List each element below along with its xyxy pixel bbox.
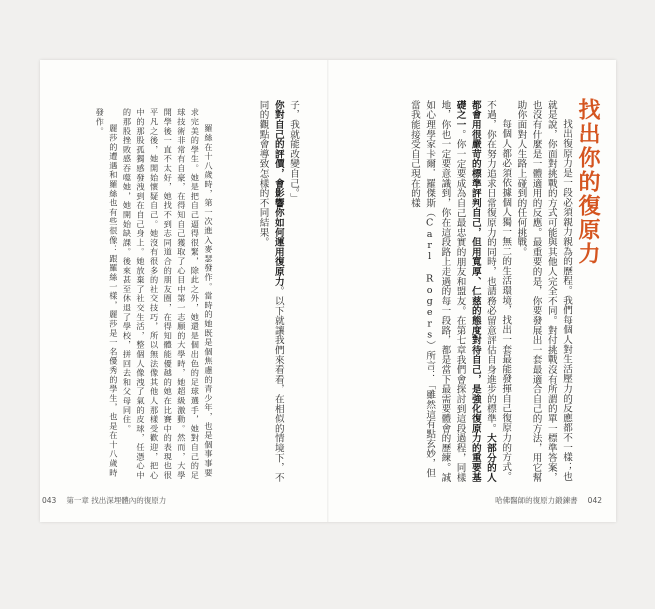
right-page-body bbox=[364, 100, 574, 485]
left-page bbox=[40, 60, 327, 522]
book-spread bbox=[40, 60, 616, 522]
case-study-paragraph-0: 羅絲在十八歲時，第一次進入麥瑟發作。當時的她既是個焦慮的青少年，也是個事事要求完美的學生。她是把自己逼得很緊，除此之外，她還是個出色的足球選手，她對自己的足球技術非常有自豪，在得知自己獲取了心目中第一志願的大學時，她超級激動。然而，大學開學後一直不太好，她找不到志同道合的朋友圈，在得知體能優越的她在比賽中的表現也很平凡之後，她開始懷疑自己。她沒有很多的社交技巧，所以無法像其他人那樣受歡迎，把心中的那股孤獨感發洩到在自己身上。她放棄了社交生活，整個人像洩了氣的皮球，任憑心中的那股挫敗感吞噬她，她開始缺課。後來甚至休退了學校，拼回去和父母同住。 bbox=[122, 108, 214, 480]
left-page-body bbox=[229, 100, 301, 485]
left-top-paragraph bbox=[255, 100, 301, 485]
right-running-title: 哈佛醫師的復原力鍛鍊書 bbox=[495, 496, 578, 505]
right-page-footer bbox=[495, 495, 602, 506]
left-page-footer bbox=[42, 495, 166, 506]
right-p1-segment-2: 。你一定要成為自己最忠實的朋友和盟友。在第七章我們會探討到這段過程，同樣地，你也一定要意識到，你在這段路上走過的每一段路，都是當下最需要體會的歷練。誠如心理學家卡爾．羅傑斯（Carl Rogers）所言：「雖然這有點玄妙，但當我能接受自己現在的樣 bbox=[408, 100, 466, 483]
right-page-number: 042 bbox=[587, 496, 602, 505]
right-page bbox=[329, 60, 616, 522]
section-title: 找出你的復原力 bbox=[575, 98, 601, 266]
left-running-title: 第一章 找出深埋體內的復原力 bbox=[66, 496, 167, 505]
left-top-emphasis: 你對自己的評價，會影響你如何運用復原力 bbox=[272, 100, 284, 287]
right-paragraph-0 bbox=[513, 100, 574, 485]
right-p1-emphasis: 大部分的人都會用很嚴苛的標準評判自己，但用寬厚、仁慈的態度對待自己，是強化復原力的重要基礎之一 bbox=[454, 100, 496, 483]
left-top-segment-0: 子，我就能改變自己。」 bbox=[288, 100, 299, 203]
right-p0-segment-0: 找出復原力是一段必須親力親為的歷程。我們每個人對生活壓力的反應都不一樣；也就是說，你面對挑戰的方式可能與其他人完全不同。對付挑戰沒有所謂的單一標準答案，也沒有什麼是一體適用的反應。最重要的是，你要發展出一套最適合自己的方法，用它幫助你面對人生路上碰到的任何挑戰。 bbox=[515, 100, 572, 483]
left-page-number: 043 bbox=[42, 496, 57, 505]
right-p1-segment-0: 每個人都必須依據個人獨一無二的生活環境，找出一套最能發揮自己復原力的方式。不過，你在努力追求日常復原力的同時，也請務必留意評估自身進步的標準。 bbox=[484, 100, 512, 482]
left-top-segment-2: 。以下就讓我們來看看，在相似的情境下，不同的觀點會導致怎樣的不同結果。 bbox=[257, 100, 284, 483]
case-study-paragraph-1: 麗莎的遭遇和羅絲也有些很像：跟羅絲一樣，麗莎是一名優秀的學生，也是在十八歲時發作。 bbox=[95, 108, 119, 478]
right-paragraph-1 bbox=[407, 100, 513, 485]
case-study-block bbox=[45, 108, 215, 483]
